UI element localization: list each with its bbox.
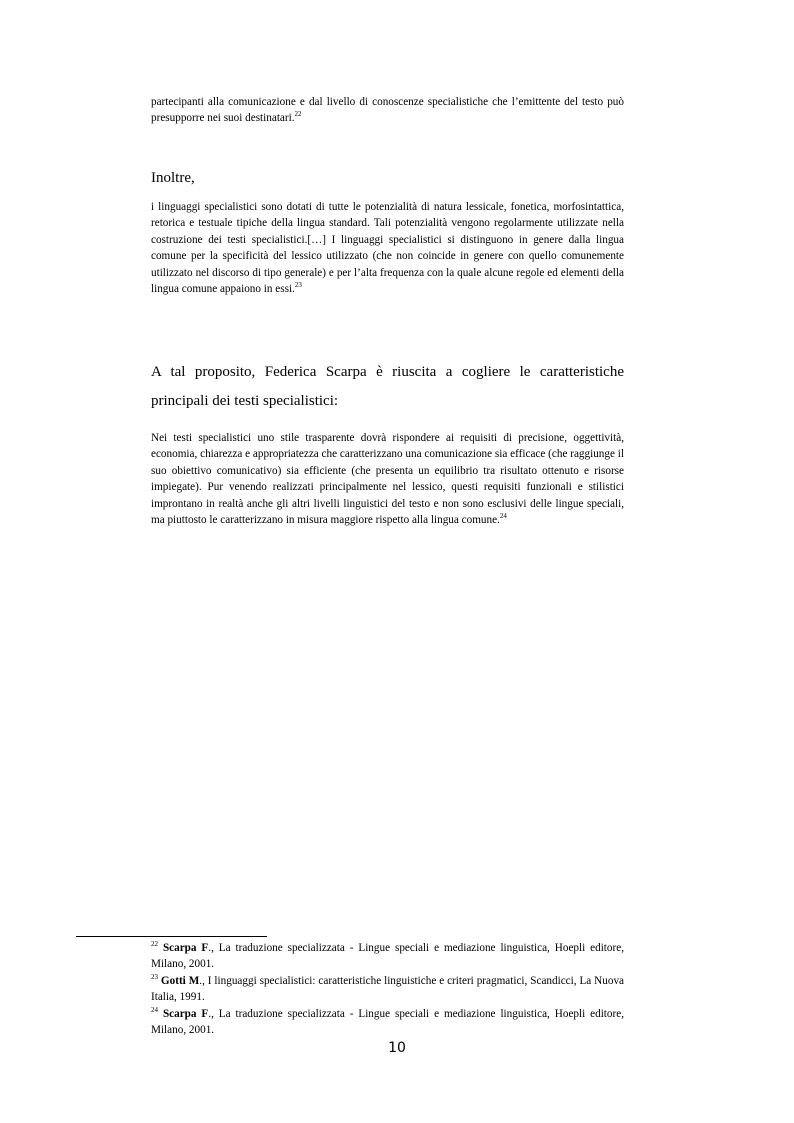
quote-gotti-text: i linguaggi specialistici sono dotati di tutte le potenzialità di natura lessicale, fonetica, morfosintattica, retorica e testuale tipiche della lingua standard. Tali potenzialità vengono regolarmente utilizzate nella costruzione dei testi specialistici.[…] I linguaggi specialistici si distinguono in genere dalla lingua comune per la specificità del lessico utilizzato (che non coincide in genere con quello comunemente utilizzato nel discorso di tipo generale) e per l’alta frequenza con la quale alcune regole ed elementi della lingua comune appaiono in essi. — [151, 201, 624, 296]
footnote-24 — [151, 1006, 624, 1039]
page-number: 10 — [388, 1040, 406, 1056]
quote-scarpa-text: Nei testi specialistici uno stile trasparente dovrà rispondere ai requisiti di precisione, oggettività, economia, chiarezza e appropriatezza che caratterizzano una comunicazione sia efficace (che raggiunge il suo obiettivo comunicativo) sia efficiente (che presenta un equilibrio tra risultato ottenuto e risorse impiegate). Pur venendo realizzati principalmente nel lessico, questi requisiti funzionali e stilistici improntano in realtà anche gli altri livelli linguistici del testo e non sono esclusivi delle lingue speciali, ma piuttosto le caratterizzano in misura maggiore rispetto alla lingua comune. — [151, 432, 624, 527]
quote-gotti — [151, 199, 624, 297]
footnote-separator — [76, 936, 267, 937]
paragraph-scarpa-text: A tal proposito, Federica Scarpa è riuscita a cogliere le caratteristiche principali dei testi specialistici: — [151, 364, 624, 409]
footnote-ref-22[interactable]: 22 — [294, 110, 302, 119]
paragraph-scarpa — [151, 358, 624, 416]
footnote-23 — [151, 973, 624, 1006]
footnote-citation: ., I linguaggi specialistici: caratteristiche linguistiche e criteri pragmatici, Scandicci, La Nuova Italia, 1991. — [151, 974, 625, 1004]
footnote-citation: ., La traduzione specializzata - Lingue speciali e mediazione linguistica, Hoepli editore, Milano, 2001. — [151, 1007, 624, 1037]
footnote-22 — [151, 940, 624, 973]
footnote-author: Gotti M — [160, 974, 200, 987]
quote-continuation — [151, 94, 624, 127]
footnote-number: 23 — [151, 972, 158, 981]
footnote-author: Scarpa F — [162, 942, 209, 954]
footnote-number: 22 — [151, 940, 158, 948]
quote-scarpa — [151, 430, 624, 528]
quote-continuation-text: partecipanti alla comunicazione e dal livello di conoscenze specialistiche che l’emittente del testo può presupporre nei suoi destinatari. — [151, 96, 624, 125]
footnote-number: 24 — [151, 1005, 158, 1014]
footnotes — [151, 940, 624, 1038]
footnote-citation: ., La traduzione specializzata - Lingue speciali e mediazione linguistica, Hoepli editore, Milano, 2001. — [151, 942, 624, 971]
paragraph-inoltre-text: Inoltre, — [151, 170, 195, 186]
footnote-ref-23[interactable]: 23 — [294, 281, 302, 290]
footnote-ref-24[interactable]: 24 — [499, 512, 507, 521]
paragraph-inoltre — [151, 164, 624, 193]
footnote-author: Scarpa F — [162, 1007, 209, 1020]
